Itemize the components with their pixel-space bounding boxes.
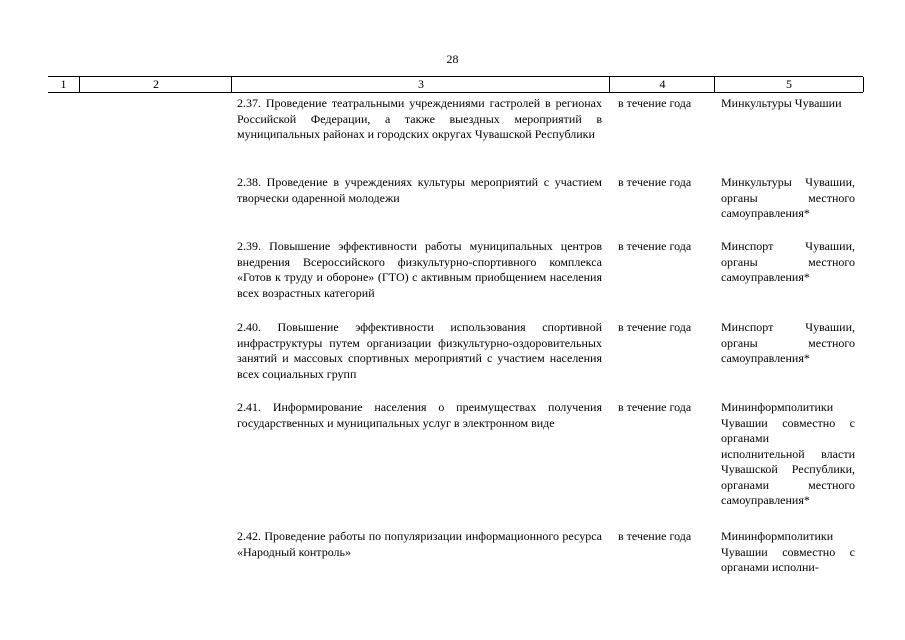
- column-header-2: 2: [79, 77, 232, 92]
- measure-text: 2.42. Проведение работы по популяризации информационного ресурса «Народный контроль»: [237, 529, 602, 559]
- measure-term: в течение года: [618, 175, 692, 189]
- measure-term: в течение года: [618, 529, 692, 543]
- measure-term: в течение года: [618, 320, 692, 334]
- measure-executor: Минспорт Чувашии, органы местного самоуправления*: [721, 239, 855, 284]
- measure-executor: Мининформполитики Чувашии совместно с органами исполнительной власти Чувашской Республики, органами местного самоуправления*: [721, 400, 855, 507]
- measure-term: в течение года: [618, 239, 692, 253]
- column-header-5: 5: [714, 77, 864, 92]
- column-header-3: 3: [231, 77, 610, 92]
- column-header-4: 4: [609, 77, 715, 92]
- plan-table: [48, 76, 863, 574]
- measure-executor: Минкультуры Чувашии: [721, 96, 842, 110]
- measure-text: 2.40. Повышение эффективности использования спортивной инфраструктуры путем организации физкультурно-оздоровительных занятий и массовых спортивных мероприятий с участием населения всех социальных групп: [237, 320, 602, 381]
- table-header-row: [48, 76, 863, 93]
- page-number: 28: [446, 52, 459, 66]
- measure-executor: Мининформполитики Чувашии совместно с органами исполни-: [721, 529, 855, 574]
- measure-executor: Минспорт Чувашии, органы местного самоуправления*: [721, 320, 855, 365]
- measure-text: 2.37. Проведение театральными учреждениями гастролей в регионах Российской Федерации, а также выездных мероприятий в муниципальных районах и городских округах Чувашской Республики: [237, 96, 602, 141]
- measure-term: в течение года: [618, 96, 692, 110]
- measure-term: в течение года: [618, 400, 692, 414]
- measure-executor: Минкультуры Чувашии, органы местного самоуправления*: [721, 175, 855, 220]
- measure-text: 2.39. Повышение эффективности работы муниципальных центров внедрения Всероссийского физкультурно-спортивного комплекса «Готов к труду и обороне» (ГТО) с активным приобщением населения всех возрастных категорий: [237, 239, 602, 300]
- column-header-1: 1: [60, 77, 67, 91]
- measure-text: 2.38. Проведение в учреждениях культуры мероприятий с участием творчески одаренной молодежи: [237, 175, 602, 205]
- measure-text: 2.41. Информирование населения о преимуществах получения государственных и муниципальных услуг в электронном виде: [237, 400, 602, 430]
